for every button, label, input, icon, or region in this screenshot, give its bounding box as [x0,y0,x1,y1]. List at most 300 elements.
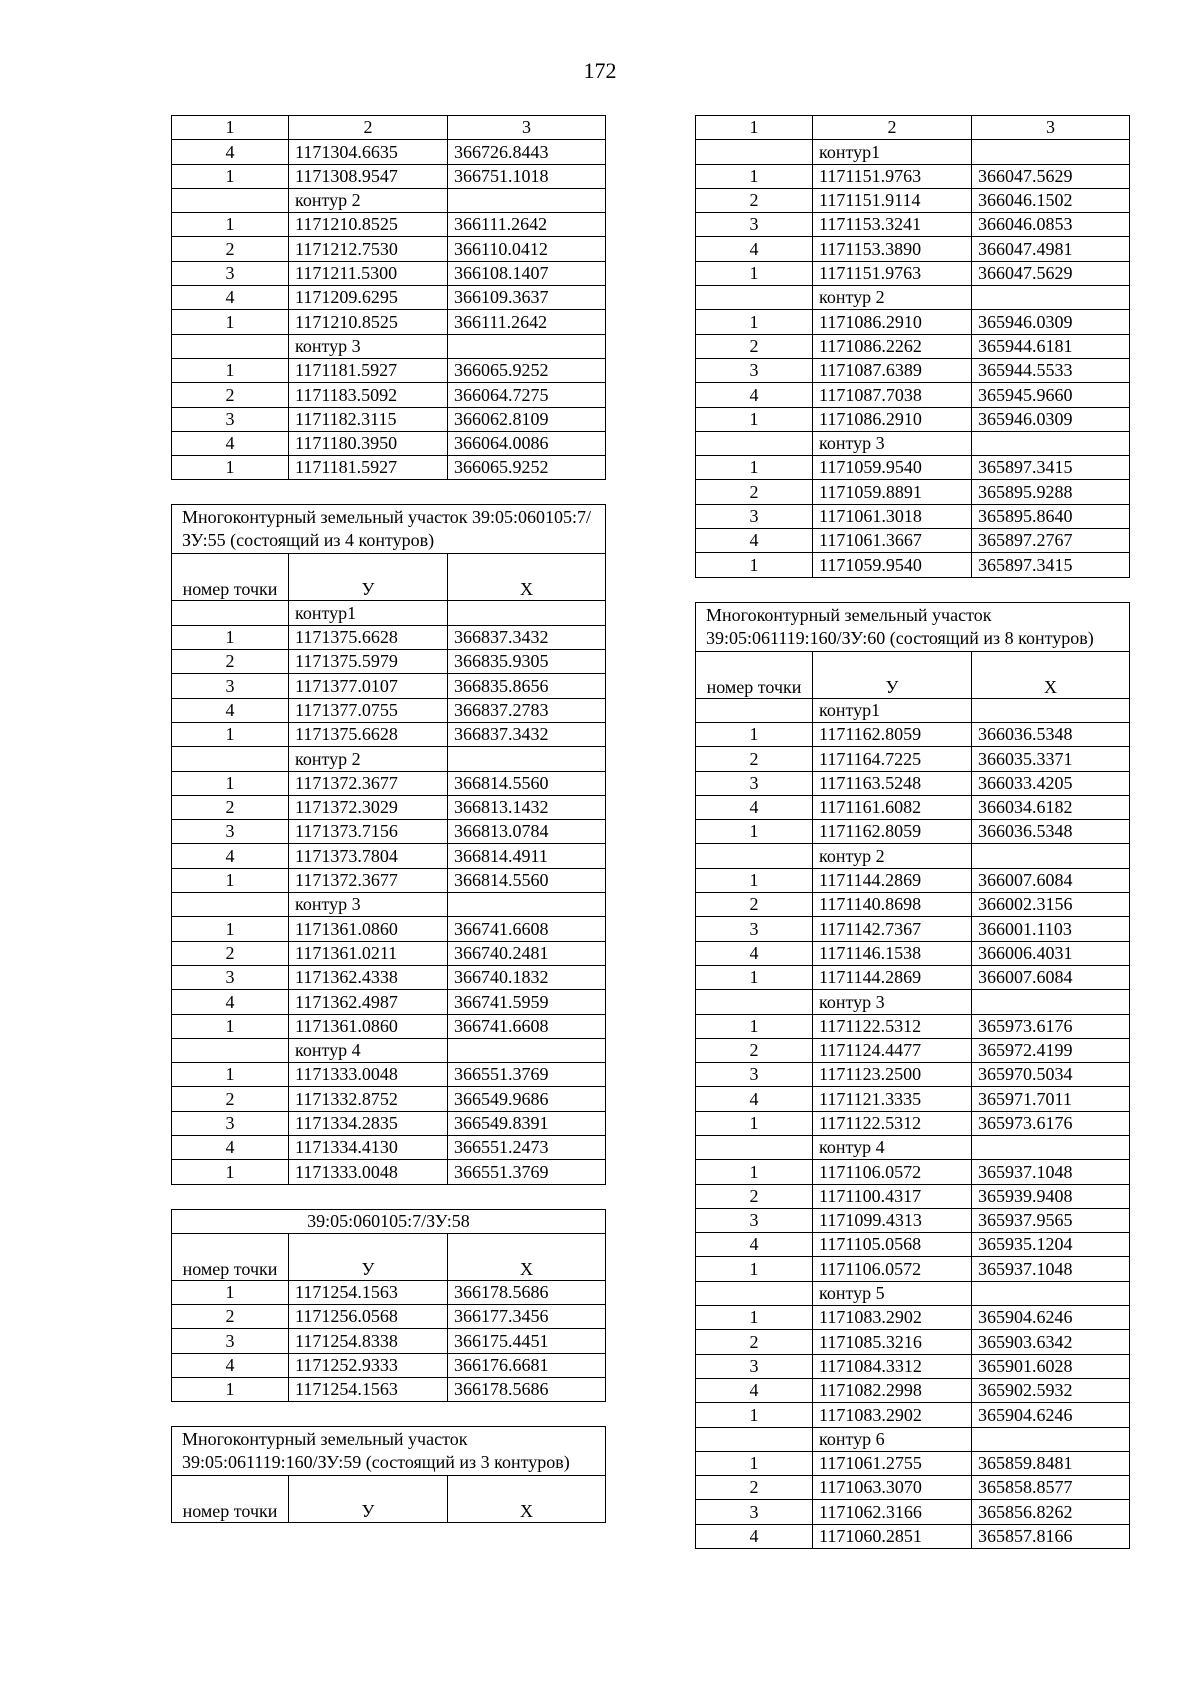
point-number-cell: 1 [172,310,289,334]
table-row [696,504,1130,528]
y-coordinate-cell: 1171209.6295 [289,286,448,310]
point-number-cell: 4 [172,140,289,164]
point-number-cell: 4 [696,1378,813,1402]
table-row [696,1111,1130,1135]
y-coordinate-header: У [289,1233,448,1280]
x-coordinate-cell [972,431,1130,455]
table-row [696,334,1130,358]
point-number-cell: 3 [696,358,813,382]
y-coordinate-cell: 1171375.6628 [289,722,448,746]
point-number-cell [696,990,813,1014]
x-coordinate-cell: 366046.1502 [972,188,1130,212]
point-number-cell: 1 [696,1111,813,1135]
coordinates-table-continued-right [695,115,1130,578]
contour-label-row [696,140,1130,164]
point-number-cell: 1 [172,1280,289,1304]
y-coordinate-cell: 1171151.9763 [813,164,972,188]
y-coordinate-cell: 1171099.4313 [813,1208,972,1232]
point-number-cell: 2 [172,237,289,261]
table-row [172,965,606,989]
contour-label-row [696,844,1130,868]
table-row [696,1330,1130,1354]
table-row [696,213,1130,237]
point-number-cell: 1 [696,456,813,480]
point-number-cell: 1 [696,722,813,746]
x-coordinate-cell: 366109.3637 [448,286,606,310]
point-number-cell [172,893,289,917]
x-coordinate-cell: 365897.3415 [972,456,1130,480]
table-row [172,237,606,261]
contour-label: контур 4 [289,1038,448,1062]
point-number-cell: 2 [696,1476,813,1500]
y-coordinate-header: У [289,554,448,601]
point-number-cell: 1 [696,1403,813,1427]
x-coordinate-cell [972,286,1130,310]
y-coordinate-cell: 1171334.2835 [289,1111,448,1135]
y-coordinate-cell: 1171304.6635 [289,140,448,164]
column-header-row [172,1233,606,1280]
table-row [172,722,606,746]
table-row [696,383,1130,407]
y-coordinate-cell: 1171153.3890 [813,237,972,261]
table-row [696,1087,1130,1111]
y-coordinate-cell: 1171361.0860 [289,917,448,941]
point-number-cell: 1 [696,553,813,577]
y-coordinate-cell: 1171254.1563 [289,1378,448,1402]
x-coordinate-cell: 366001.1103 [972,917,1130,941]
point-number-cell: 1 [172,358,289,382]
y-coordinate-cell: 1171106.0572 [813,1257,972,1281]
y-coordinate-cell: 1171362.4987 [289,990,448,1014]
x-coordinate-cell [448,334,606,358]
y-coordinate-cell: 1171123.2500 [813,1063,972,1087]
x-coordinate-cell: 365973.6176 [972,1111,1130,1135]
contour-label-row [696,698,1130,722]
point-number-cell [172,601,289,625]
column-number-cell: 1 [696,116,813,140]
point-number-cell: 3 [696,1063,813,1087]
point-number-cell: 1 [696,820,813,844]
x-coordinate-cell: 365903.6342 [972,1330,1130,1354]
y-coordinate-cell: 1171372.3677 [289,771,448,795]
y-coordinate-cell: 1171332.8752 [289,1087,448,1111]
point-number-cell: 2 [172,1305,289,1329]
column-number-row [172,116,606,140]
y-coordinate-cell: 1171181.5927 [289,456,448,480]
x-coordinate-cell: 365970.5034 [972,1063,1130,1087]
table-row [696,722,1130,746]
point-number-header: номер точки [172,1476,289,1523]
table-row [172,650,606,674]
point-number-cell: 3 [696,213,813,237]
table-title-row [172,505,606,554]
x-coordinate-cell: 366551.2473 [448,1135,606,1159]
x-coordinate-cell: 365939.9408 [972,1184,1130,1208]
table-row [696,1403,1130,1427]
y-coordinate-cell: 1171105.0568 [813,1233,972,1257]
x-coordinate-cell [972,1135,1130,1159]
x-coordinate-cell [972,698,1130,722]
y-coordinate-cell: 1171059.9540 [813,456,972,480]
table-row [172,1135,606,1159]
land-plot-table-zu60 [695,602,1130,1549]
y-coordinate-cell: 1171061.3667 [813,529,972,553]
point-number-cell: 4 [696,1524,813,1548]
y-coordinate-cell: 1171100.4317 [813,1184,972,1208]
contour-label: контур1 [289,601,448,625]
contour-label-row [696,1135,1130,1159]
x-coordinate-cell: 366065.9252 [448,358,606,382]
y-coordinate-cell: 1171061.3018 [813,504,972,528]
table-row [172,1353,606,1377]
contour-label-row [696,1281,1130,1305]
table-row [696,917,1130,941]
point-number-cell: 4 [172,990,289,1014]
x-coordinate-cell: 365971.7011 [972,1087,1130,1111]
point-number-cell: 3 [172,407,289,431]
y-coordinate-cell: 1171087.7038 [813,383,972,407]
point-number-cell: 1 [696,965,813,989]
y-coordinate-cell: 1171083.2902 [813,1403,972,1427]
point-number-cell [696,140,813,164]
point-number-cell [696,1135,813,1159]
x-coordinate-cell [972,844,1130,868]
y-coordinate-cell: 1171086.2910 [813,407,972,431]
x-coordinate-cell: 366064.0086 [448,431,606,455]
point-number-header: номер точки [172,1233,289,1280]
x-coordinate-cell: 365897.2767 [972,529,1130,553]
point-number-cell: 1 [696,407,813,431]
point-number-cell: 4 [172,1135,289,1159]
x-coordinate-cell: 366740.2481 [448,941,606,965]
point-number-header: номер точки [172,554,289,601]
y-coordinate-cell: 1171164.7225 [813,747,972,771]
x-coordinate-cell: 366551.3769 [448,1063,606,1087]
table-row [696,358,1130,382]
x-coordinate-cell: 366033.4205 [972,771,1130,795]
table-title: 39:05:060105:7/ЗУ:58 [172,1209,606,1233]
contour-label-row [172,747,606,771]
column-header-row [172,554,606,601]
contour-label-row [172,601,606,625]
point-number-cell: 2 [696,334,813,358]
table-row [172,456,606,480]
x-coordinate-cell: 366813.0784 [448,820,606,844]
x-coordinate-cell: 366006.4031 [972,941,1130,965]
point-number-cell: 2 [696,1330,813,1354]
point-number-cell: 1 [696,310,813,334]
x-coordinate-cell: 366814.4911 [448,844,606,868]
x-coordinate-cell: 365857.8166 [972,1524,1130,1548]
table-row [172,868,606,892]
x-coordinate-cell: 366034.6182 [972,795,1130,819]
y-coordinate-cell: 1171211.5300 [289,261,448,285]
y-coordinate-cell: 1171140.8698 [813,893,972,917]
y-coordinate-cell: 1171085.3216 [813,1330,972,1354]
column-number-cell: 3 [448,116,606,140]
y-coordinate-cell: 1171361.0860 [289,1014,448,1038]
y-coordinate-cell: 1171212.7530 [289,237,448,261]
point-number-cell: 1 [696,1014,813,1038]
contour-label-row [172,334,606,358]
x-coordinate-cell: 365856.8262 [972,1500,1130,1524]
point-number-cell [696,1427,813,1451]
x-coordinate-cell [448,1038,606,1062]
table-row [696,310,1130,334]
x-coordinate-cell: 366065.9252 [448,456,606,480]
table-row [172,917,606,941]
y-coordinate-cell: 1171059.9540 [813,553,972,577]
point-number-cell: 1 [172,1160,289,1184]
point-number-cell: 1 [696,1257,813,1281]
column-number-cell: 3 [972,116,1130,140]
x-coordinate-cell: 366035.3371 [972,747,1130,771]
table-row [696,480,1130,504]
point-number-cell: 2 [696,747,813,771]
point-number-cell: 3 [696,771,813,795]
table-row [172,1087,606,1111]
y-coordinate-cell: 1171144.2869 [813,965,972,989]
table-row [696,1014,1130,1038]
point-number-cell: 3 [696,917,813,941]
point-number-cell: 2 [696,480,813,504]
table-title-row [172,1427,606,1476]
point-number-cell: 4 [696,529,813,553]
x-coordinate-cell: 366047.4981 [972,237,1130,261]
column-number-cell: 2 [813,116,972,140]
table-row [172,1378,606,1402]
table-row [696,407,1130,431]
y-coordinate-cell: 1171124.4477 [813,1038,972,1062]
x-coordinate-cell: 366726.8443 [448,140,606,164]
point-number-cell [696,431,813,455]
x-coordinate-cell: 365937.1048 [972,1160,1130,1184]
point-number-cell: 1 [696,164,813,188]
table-row [696,237,1130,261]
land-plot-table-zu59 [171,1426,606,1523]
x-coordinate-cell: 366110.0412 [448,237,606,261]
point-number-cell: 1 [172,771,289,795]
y-coordinate-cell: 1171256.0568 [289,1305,448,1329]
table-row [172,771,606,795]
point-number-cell: 3 [696,504,813,528]
land-plot-table-zu55 [171,504,606,1184]
column-header-row [172,1476,606,1523]
table-row [696,1257,1130,1281]
column-header-row [696,651,1130,698]
table-row [696,820,1130,844]
x-coordinate-cell: 365904.6246 [972,1306,1130,1330]
point-number-cell: 4 [696,383,813,407]
table-row [696,771,1130,795]
table-row [696,1500,1130,1524]
x-coordinate-cell: 366036.5348 [972,722,1130,746]
y-coordinate-cell: 1171180.3950 [289,431,448,455]
point-number-cell [172,188,289,212]
table-row [172,140,606,164]
y-coordinate-cell: 1171377.0107 [289,674,448,698]
point-number-cell [696,1281,813,1305]
point-number-cell: 4 [172,844,289,868]
point-number-cell: 1 [172,625,289,649]
x-coordinate-cell: 366007.6084 [972,868,1130,892]
x-coordinate-cell: 366751.1018 [448,164,606,188]
x-coordinate-cell: 365937.1048 [972,1257,1130,1281]
point-number-cell [172,1038,289,1062]
point-number-cell: 2 [696,1184,813,1208]
x-coordinate-cell: 365895.9288 [972,480,1130,504]
y-coordinate-cell: 1171308.9547 [289,164,448,188]
y-coordinate-cell: 1171183.5092 [289,383,448,407]
x-coordinate-cell: 366549.9686 [448,1087,606,1111]
contour-label-row [696,431,1130,455]
column-number-cell: 1 [172,116,289,140]
x-coordinate-cell: 366837.3432 [448,722,606,746]
x-coordinate-cell: 366740.1832 [448,965,606,989]
table-row [172,1280,606,1304]
x-coordinate-cell: 366046.0853 [972,213,1130,237]
table-row [172,431,606,455]
y-coordinate-cell: 1171377.0755 [289,698,448,722]
y-coordinate-cell: 1171210.8525 [289,310,448,334]
point-number-cell: 2 [172,383,289,407]
x-coordinate-cell: 365945.9660 [972,383,1130,407]
contour-label: контур 5 [813,1281,972,1305]
table-row [696,1184,1130,1208]
y-coordinate-cell: 1171210.8525 [289,213,448,237]
point-number-cell: 4 [696,1233,813,1257]
column-number-row [696,116,1130,140]
point-number-cell: 2 [172,650,289,674]
point-number-cell: 1 [172,1014,289,1038]
y-coordinate-cell: 1171061.2755 [813,1451,972,1475]
x-coordinate-cell: 366062.8109 [448,407,606,431]
point-number-cell: 1 [696,1160,813,1184]
x-coordinate-cell [972,990,1130,1014]
point-number-cell: 1 [172,868,289,892]
contour-label: контур 2 [289,188,448,212]
column-number-cell: 2 [289,116,448,140]
table-row [696,1306,1130,1330]
contour-label: контур 2 [813,286,972,310]
x-coordinate-cell: 365944.6181 [972,334,1130,358]
contour-label-row [696,990,1130,1014]
contour-label: контур 2 [813,844,972,868]
x-coordinate-cell: 366551.3769 [448,1160,606,1184]
point-number-cell: 2 [696,1038,813,1062]
y-coordinate-cell: 1171082.2998 [813,1378,972,1402]
y-coordinate-cell: 1171333.0048 [289,1063,448,1087]
x-coordinate-cell: 366177.3456 [448,1305,606,1329]
x-coordinate-cell: 365937.9565 [972,1208,1130,1232]
x-coordinate-cell: 365935.1204 [972,1233,1130,1257]
table-row [696,941,1130,965]
table-row [172,383,606,407]
y-coordinate-header: У [813,651,972,698]
x-coordinate-header: Х [448,554,606,601]
contour-label-row [696,1427,1130,1451]
table-row [172,1111,606,1135]
x-coordinate-cell: 365859.8481 [972,1451,1130,1475]
y-coordinate-cell: 1171063.3070 [813,1476,972,1500]
x-coordinate-cell: 365901.6028 [972,1354,1130,1378]
point-number-cell: 2 [172,1087,289,1111]
y-coordinate-cell: 1171087.6389 [813,358,972,382]
point-number-cell: 3 [696,1500,813,1524]
contour-label: контур 3 [289,334,448,358]
point-number-cell: 1 [172,164,289,188]
table-title: Многоконтурный земельный участок 39:05:061119:160/ЗУ:60 (состоящий из 8 контуров) [696,602,1130,651]
point-number-cell: 2 [172,795,289,819]
table-row [172,213,606,237]
x-coordinate-cell: 366549.8391 [448,1111,606,1135]
point-number-cell: 1 [172,456,289,480]
table-title-row [696,602,1130,651]
x-coordinate-cell: 366178.5686 [448,1280,606,1304]
y-coordinate-cell: 1171106.0572 [813,1160,972,1184]
y-coordinate-cell: 1171373.7804 [289,844,448,868]
x-coordinate-cell: 366835.8656 [448,674,606,698]
contour-label: контур 6 [813,1427,972,1451]
table-row [172,698,606,722]
x-coordinate-cell [972,140,1130,164]
x-coordinate-cell: 366064.7275 [448,383,606,407]
table-row [172,674,606,698]
table-row [172,407,606,431]
x-coordinate-cell: 365902.5932 [972,1378,1130,1402]
table-row [696,1208,1130,1232]
point-number-cell: 3 [172,674,289,698]
point-number-cell [172,334,289,358]
y-coordinate-cell: 1171162.8059 [813,820,972,844]
x-coordinate-cell: 366111.2642 [448,213,606,237]
y-coordinate-cell: 1171163.5248 [813,771,972,795]
table-row [172,358,606,382]
y-coordinate-cell: 1171086.2262 [813,334,972,358]
point-number-cell: 3 [172,820,289,844]
table-row [696,1063,1130,1087]
y-coordinate-cell: 1171161.6082 [813,795,972,819]
y-coordinate-cell: 1171254.8338 [289,1329,448,1353]
table-row [696,868,1130,892]
x-coordinate-cell: 366007.6084 [972,965,1130,989]
point-number-cell: 4 [172,431,289,455]
point-number-cell: 3 [172,261,289,285]
x-coordinate-cell: 366813.1432 [448,795,606,819]
y-coordinate-cell: 1171059.8891 [813,480,972,504]
y-coordinate-cell: 1171334.4130 [289,1135,448,1159]
x-coordinate-cell: 366108.1407 [448,261,606,285]
contour-label-row [696,286,1130,310]
point-number-cell: 1 [696,1306,813,1330]
x-coordinate-cell [448,893,606,917]
y-coordinate-cell: 1171182.3115 [289,407,448,431]
x-coordinate-cell: 366036.5348 [972,820,1130,844]
y-coordinate-cell: 1171062.3166 [813,1500,972,1524]
x-coordinate-cell: 366047.5629 [972,261,1130,285]
x-coordinate-cell: 366837.2783 [448,698,606,722]
x-coordinate-cell: 366176.6681 [448,1353,606,1377]
table-row [172,820,606,844]
table-row [696,1451,1130,1475]
table-row [696,1160,1130,1184]
table-row [172,1305,606,1329]
contour-label: контур1 [813,140,972,164]
table-row [172,286,606,310]
y-coordinate-cell: 1171084.3312 [813,1354,972,1378]
table-row [172,310,606,334]
table-row [696,1354,1130,1378]
